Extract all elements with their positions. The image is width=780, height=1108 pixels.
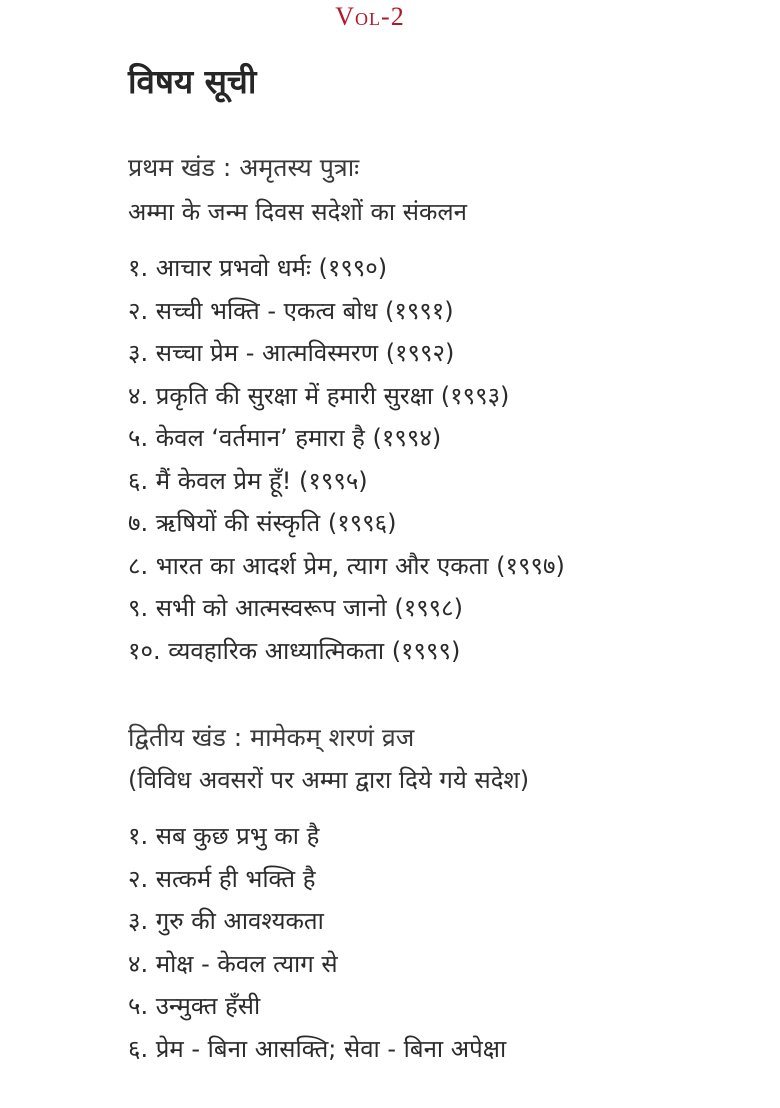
section-2-subheading: (विविध अवसरों पर अम्मा द्वारा दिये गये सदेश) [128, 766, 530, 794]
contents-item: ८. भारत का आदर्श प्रेम, त्याग और एकता (१९९७) [128, 551, 565, 580]
section-1-heading: प्रथम खंड : अमृतस्य पुत्राः [128, 153, 360, 182]
section-1-contents-list [128, 247, 565, 672]
contents-item: ६. प्रेम - बिना आसक्ति; सेवा - बिना अपेक्षा [128, 1034, 507, 1063]
volume-label: Vol-2 [335, 2, 405, 31]
page-title: विषय सूची [128, 62, 257, 101]
contents-item: १०. व्यवहारिक आध्यात्मिकता (१९९९) [128, 636, 461, 665]
contents-item: ३. गुरु की आवश्यकता [128, 907, 324, 935]
section-2-contents-list [128, 815, 506, 1070]
contents-item: ४. मोक्ष - केवल त्याग से [128, 949, 338, 978]
contents-item: १. सब कुछ प्रभु का है [128, 822, 320, 850]
contents-item: ७. ऋषियों की संस्कृति (१९९६) [128, 509, 397, 537]
contents-item: ५. केवल ‘वर्तमान’ हमारा है (१९९४) [128, 424, 442, 452]
contents-item: ५. उन्मुक्त हँसी [128, 992, 261, 1020]
contents-item: ९. सभी को आत्मस्वरूप जानो (१९९८) [128, 594, 464, 622]
contents-item: २. सत्कर्म ही भक्ति है [128, 864, 316, 893]
contents-item: ३. सच्चा प्रेम - आत्मविस्मरण (१९९२) [128, 339, 455, 367]
section-2-heading: द्वितीय खंड : मामेकम् शरणं व्रज [128, 723, 415, 752]
contents-item: ४. प्रकृति की सुरक्षा में हमारी सुरक्षा (१९९३) [128, 381, 510, 410]
contents-item: ६. मैं केवल प्रेम हूँ! (१९९५) [128, 466, 368, 495]
contents-item: १. आचार प्रभवो धर्मः (१९९०) [128, 254, 388, 282]
contents-item: २. सच्ची भक्ति - एकत्व बोध (१९९१) [128, 296, 454, 325]
section-1-subheading: अम्मा के जन्म दिवस सदेशों का संकलन [128, 198, 468, 226]
